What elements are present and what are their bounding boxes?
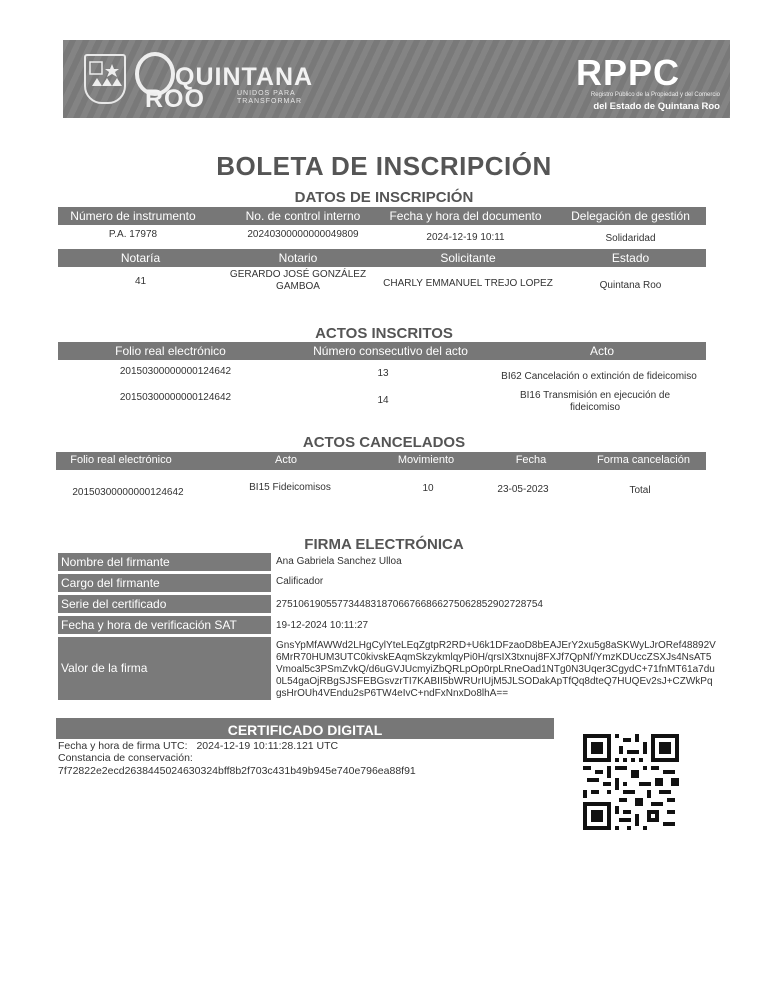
actos-cancelados-header-cell: Fecha: [515, 454, 547, 466]
actos-inscritos-header-row: [58, 342, 706, 360]
actos-inscritos-title: ACTOS INSCRITOS: [315, 325, 453, 342]
fecha-verificacion-value: 19-12-2024 10:11:27: [276, 620, 369, 631]
rppc-subtitle-state: del Estado de Quintana Roo: [593, 101, 720, 112]
table-row-acto: BI62 Cancelación o extinción de fideicomiso: [501, 371, 697, 382]
fecha-firma-label: Fecha y hora de firma UTC:: [58, 740, 188, 752]
cancelado-folio-value: 20150300000000124642: [72, 487, 184, 498]
datos-header-cell: Delegación de gestión: [571, 209, 690, 223]
solicitante-value: CHARLY EMMANUEL TREJO LOPEZ: [383, 278, 553, 289]
qr-code-icon: [583, 734, 679, 830]
datos-header-cell: No. de control interno: [245, 209, 361, 223]
state-shield-icon: [84, 54, 126, 104]
datos-header-cell: Fecha y hora del documento: [389, 209, 542, 223]
rppc-subtitle: Registro Público de la Propiedad y del Comercio: [590, 92, 720, 98]
actos-inscritos-header-cell: Acto: [589, 344, 614, 358]
table-row-folio: 20150300000000124642: [119, 366, 232, 377]
constancia-label: Constancia de conservación:: [58, 752, 193, 764]
page-title: BOLETA DE INSCRIPCIÓN: [216, 151, 552, 181]
state-name-line1: QUINTANA: [175, 63, 314, 91]
cargo-firmante-label: Cargo del firmante: [58, 574, 271, 592]
control-interno-value: 20240300000000049809: [247, 229, 359, 240]
cancelado-fecha-value: 23-05-2023: [497, 484, 549, 495]
rppc-logo: RPPC: [576, 52, 681, 93]
notario-value: GERARDO JOSÉ GONZÁLEZ GAMBOA: [229, 269, 367, 292]
constancia-value: 7f72822e2ecd2638445024630324bff8b2f703c431b49b945e740e796ea88f91: [58, 765, 416, 777]
fecha-firma-value: 2024-12-19 10:11:28.121 UTC: [196, 740, 339, 752]
datos-header-cell: Estado: [611, 251, 650, 265]
table-row-numero: 14: [377, 395, 389, 406]
notaria-value: 41: [134, 276, 147, 287]
valor-firma-label: Valor de la firma: [58, 637, 271, 700]
datos-header-cell: Notario: [278, 251, 318, 265]
datos-header-row: [58, 207, 706, 225]
datos-header-row-2: [58, 249, 706, 267]
valor-firma-value: GnsYpMfAWWd2LHgCylYteLEqZgtpR2RD+U6k1DFzaoD8bEAJErY2xu5g8aSKWyLJrORef48892V6MrR70HUM3UTC0kivskEAqmSkzykmlqyPi0H/qrsIX3txnuj8FXJf7QpNf/YmzKDUccZSXJs4NsAT5Vmoal5c3PSmZvkQ/d6uGVJUcmyiZbQRLpOp0rpLRneOad1NTg0N3Uqer3CgydC+71fnMT61a7du0L54gaOjRBgSJSFEBGsvzrTI7KABII5bWRUrIUjM5JLSODakApTfQq8dteQ7HUQEv2sJ+CZWkPqgsHrOUh4VEndu2sP6TW4eIvC+ndFxNnxDo8lhA==: [276, 640, 716, 699]
nombre-firmante-label: Nombre del firmante: [58, 553, 271, 571]
estado-value: Quintana Roo: [599, 280, 662, 291]
state-name-line2: ROO: [145, 85, 205, 113]
fecha-firma-utc: [58, 740, 338, 752]
actos-cancelados-header-cell: Forma cancelación: [597, 454, 690, 466]
actos-inscritos-header-cell: Folio real electrónico: [115, 344, 226, 358]
actos-cancelados-header-cell: Folio real electrónico: [70, 454, 172, 466]
nombre-firmante-value: Ana Gabriela Sanchez Ulloa: [276, 556, 402, 567]
actos-cancelados-header-row: [56, 452, 706, 470]
cancelado-acto-value: BI15 Fideicomisos: [249, 482, 331, 493]
fecha-documento-value: 2024-12-19 10:11: [426, 232, 505, 243]
state-tagline: UNIDOS PARA TRANSFORMAR: [237, 90, 303, 105]
table-row-acto: BI16 Transmisión en ejecución de fideicomiso: [519, 390, 671, 413]
actos-cancelados-header-cell: Acto: [274, 454, 297, 466]
fecha-verificacion-label: Fecha y hora de verificación SAT: [58, 616, 271, 634]
datos-header-cell: Notaría: [120, 251, 161, 265]
datos-section-title: DATOS DE INSCRIPCIÓN: [294, 189, 474, 206]
cancelado-forma-value: Total: [629, 485, 651, 496]
serie-certificado-value: 275106190557734483187066766866275062852902728754: [276, 599, 543, 610]
certificado-section-title: CERTIFICADO DIGITAL: [56, 718, 554, 739]
delegacion-value: Solidaridad: [605, 233, 656, 244]
datos-header-cell: Número de instrumento: [70, 209, 196, 223]
serie-certificado-label: Serie del certificado: [58, 595, 271, 613]
firma-section-title: FIRMA ELECTRÓNICA: [304, 536, 464, 553]
table-row-folio: 20150300000000124642: [119, 392, 232, 403]
numero-instrumento-value: P.A. 17978: [108, 229, 158, 240]
table-row-numero: 13: [377, 368, 389, 379]
datos-header-cell: Solicitante: [440, 251, 496, 265]
cancelado-movimiento-value: 10: [422, 483, 434, 494]
actos-cancelados-title: ACTOS CANCELADOS: [302, 434, 466, 451]
actos-cancelados-header-cell: Movimiento: [397, 454, 455, 466]
cargo-firmante-value: Calificador: [276, 576, 324, 587]
actos-inscritos-header-cell: Número consecutivo del acto: [313, 344, 468, 358]
